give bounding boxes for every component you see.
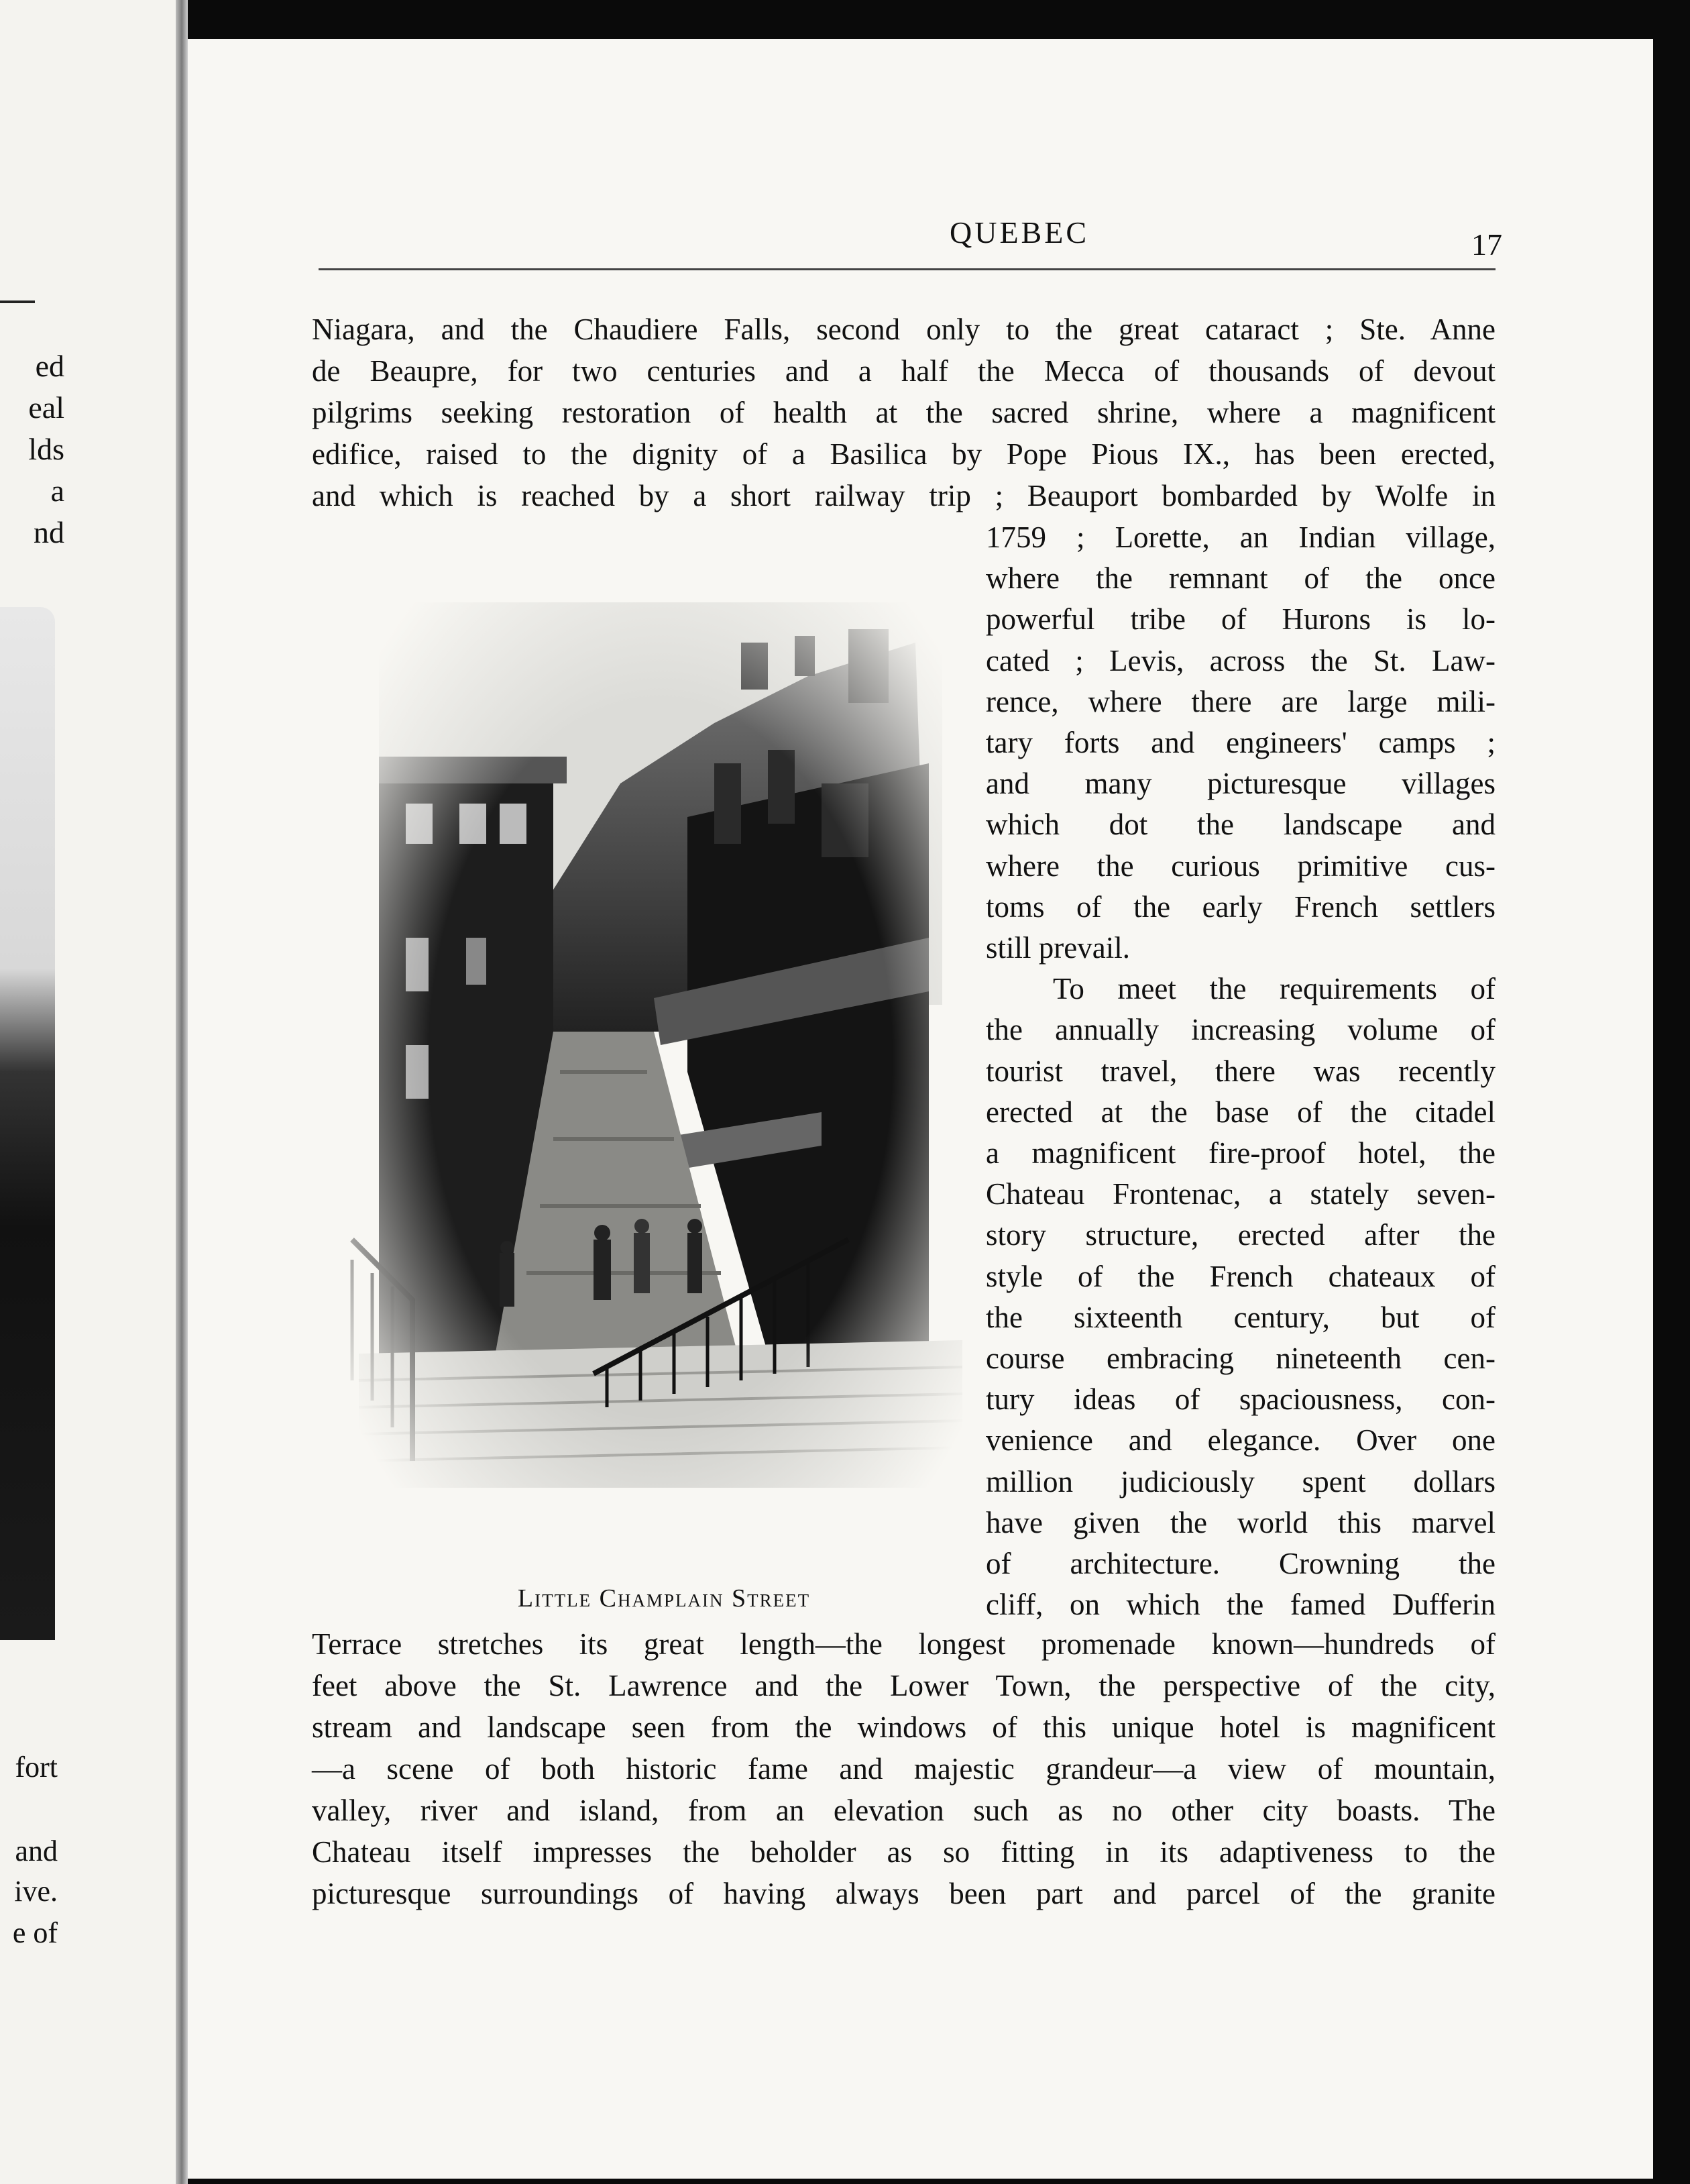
left-fragment: ed [35, 349, 64, 383]
left-page-fragment [0, 0, 176, 2184]
text-line: have given the world this marvel [986, 1505, 1496, 1539]
text-line: Chateau Frontenac, a stately seven- [986, 1177, 1496, 1211]
text-line: where the curious primitive cus- [986, 849, 1496, 883]
left-fragment: lds [28, 432, 64, 466]
text-line: million judiciously spent dollars [986, 1464, 1496, 1498]
text-line: erected at the base of the citadel [986, 1095, 1496, 1129]
left-fragment: and [15, 1835, 58, 1867]
text-line: and many picturesque villages [986, 767, 1496, 801]
book-spine [176, 0, 188, 2184]
text-line: course embracing nineteenth cen- [986, 1342, 1496, 1375]
text-line: the sixteenth century, but of [986, 1300, 1496, 1334]
text-line: stream and landscape seen from the windows of this unique hotel is magnificent [312, 1710, 1496, 1744]
running-head: QUEBEC [950, 215, 1089, 250]
text-line: toms of the early French settlers [986, 889, 1496, 924]
text-line: pilgrims seeking restoration of health at the sacred shrine, where a magnificent [312, 396, 1496, 429]
text-line: edifice, raised to the dignity of a Basilica by Pope Pious IX., has been erected, [312, 437, 1496, 471]
text-line: which dot the landscape and [986, 808, 1496, 842]
text-line: cliff, on which the famed Dufferin [986, 1588, 1496, 1622]
text-line: venience and elegance. Over one [986, 1423, 1496, 1458]
text-line: cated ; Levis, across the St. Law- [986, 643, 1496, 677]
street-illustration [339, 562, 982, 1555]
left-fragment: ive. [14, 1875, 58, 1908]
left-fragment: e of [12, 1916, 58, 1949]
text-line: story structure, erected after the [986, 1218, 1496, 1252]
text-line: picturesque surroundings of having always been part and parcel of the granite [312, 1877, 1496, 1910]
text-line: Chateau itself impresses the beholder as so fitting in its adaptiveness to the [312, 1835, 1496, 1869]
header-rule [319, 268, 1496, 270]
text-line: where the remnant of the once [986, 561, 1496, 596]
left-fragment: a [50, 474, 64, 508]
text-line: 1759 ; Lorette, an Indian village, [986, 521, 1496, 554]
text-line: tary forts and engineers' camps ; [986, 726, 1496, 759]
left-page-photo [0, 607, 55, 1640]
text-line: To meet the requirements of [1053, 972, 1496, 1006]
left-fragment: fort [15, 1751, 58, 1784]
book-page [188, 39, 1653, 2179]
page-number: 17 [1471, 227, 1502, 262]
text-line: the annually increasing volume of [986, 1013, 1496, 1047]
text-line: style of the French chateaux of [986, 1259, 1496, 1293]
text-line: a magnificent fire-proof hotel, the [986, 1136, 1496, 1170]
left-page-rule [0, 301, 35, 303]
illustration-caption: Little Champlain Street [517, 1584, 811, 1613]
text-line: de Beaupre, for two centuries and a half the Mecca of thousands of devout [312, 354, 1496, 388]
text-line: Niagara, and the Chaudiere Falls, second only to the great cataract ; Ste. Anne [312, 313, 1496, 346]
left-fragment: eal [28, 390, 64, 425]
text-line: and which is reached by a short railway trip ; Beauport bombarded by Wolfe in [312, 479, 1496, 512]
text-line: valley, river and island, from an elevation such as no other city boasts. The [312, 1794, 1496, 1827]
text-line: Terrace stretches its great length—the longest promenade known—hundreds of [312, 1627, 1496, 1661]
text-line: tourist travel, there was recently [986, 1054, 1496, 1088]
left-fragment: nd [34, 515, 64, 549]
text-line: powerful tribe of Hurons is lo- [986, 602, 1496, 637]
text-line: still prevail. [986, 931, 1130, 965]
text-line: —a scene of both historic fame and majestic grandeur—a view of mountain, [312, 1752, 1496, 1786]
text-line: feet above the St. Lawrence and the Lower Town, the perspective of the city, [312, 1669, 1496, 1702]
text-line: tury ideas of spaciousness, con- [986, 1382, 1496, 1417]
text-line: rence, where there are large mili- [986, 684, 1496, 718]
text-line: of architecture. Crowning the [986, 1547, 1496, 1580]
